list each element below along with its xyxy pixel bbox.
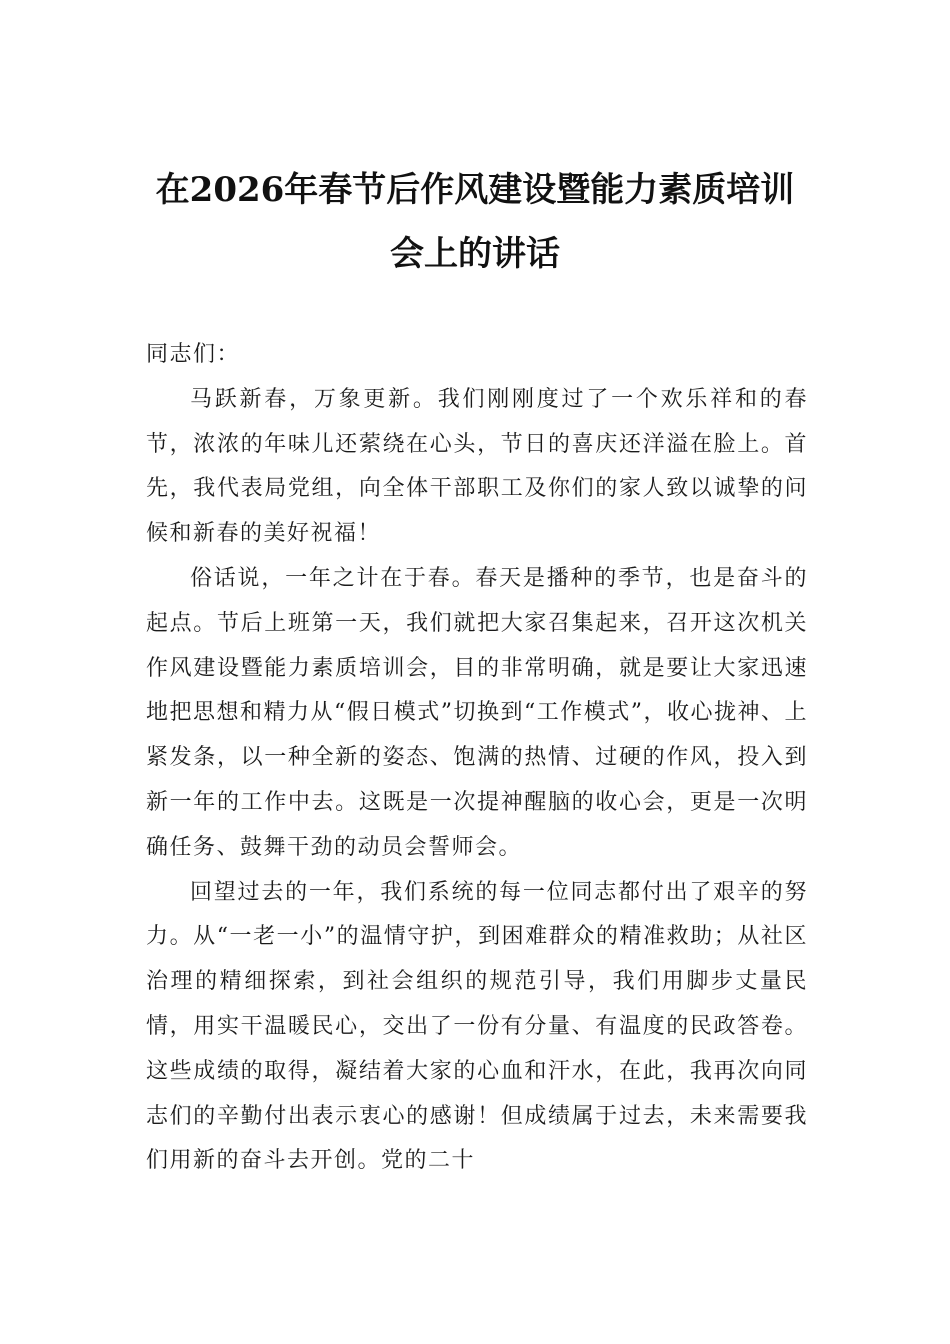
document-body [146,333,808,1184]
document-title-line-1: 在2026年春节后作风建设暨能力素质培训 [155,170,795,210]
paragraph-3: 回望过去的一年，我们系统的每一位同志都付出了艰辛的努力。从“一老一小”的温情守护，到困难群众的精准救助；从社区治理的精细探索，到社会组织的规范引导，我们用脚步丈量民情，用实干温暖民心，交出了一份有分量、有温度的民政答卷。这些成绩的取得，凝结着大家的心血和汗水，在此，我再次向同志们的辛勤付出表示衷心的感谢！但成绩属于过去，未来需要我们用新的奋斗去开创。党的二十 [146,879,808,1174]
paragraph-2: 俗话说，一年之计在于春。春天是播种的季节，也是奋斗的起点。节后上班第一天，我们就把大家召集起来，召开这次机关作风建设暨能力素质培训会，目的非常明确，就是要让大家迅速地把思想和精力从“假日模式”切换到“工作模式”，收心拢神、上紧发条，以一种全新的姿态、饱满的热情、过硬的作风，投入到新一年的工作中去。这既是一次提神醒脑的收心会，更是一次明确任务、鼓舞干劲的动员会誓师会。 [146,565,808,860]
document-title-line-2: 会上的讲话 [390,234,560,274]
salutation: 同志们： [146,342,241,367]
paragraph-1: 马跃新春，万象更新。我们刚刚度过了一个欢乐祥和的春节，浓浓的年味儿还萦绕在心头，节日的喜庆还洋溢在脸上。首先，我代表局党组，向全体干部职工及你们的家人致以诚挚的问候和新春的美好祝福！ [146,386,808,547]
